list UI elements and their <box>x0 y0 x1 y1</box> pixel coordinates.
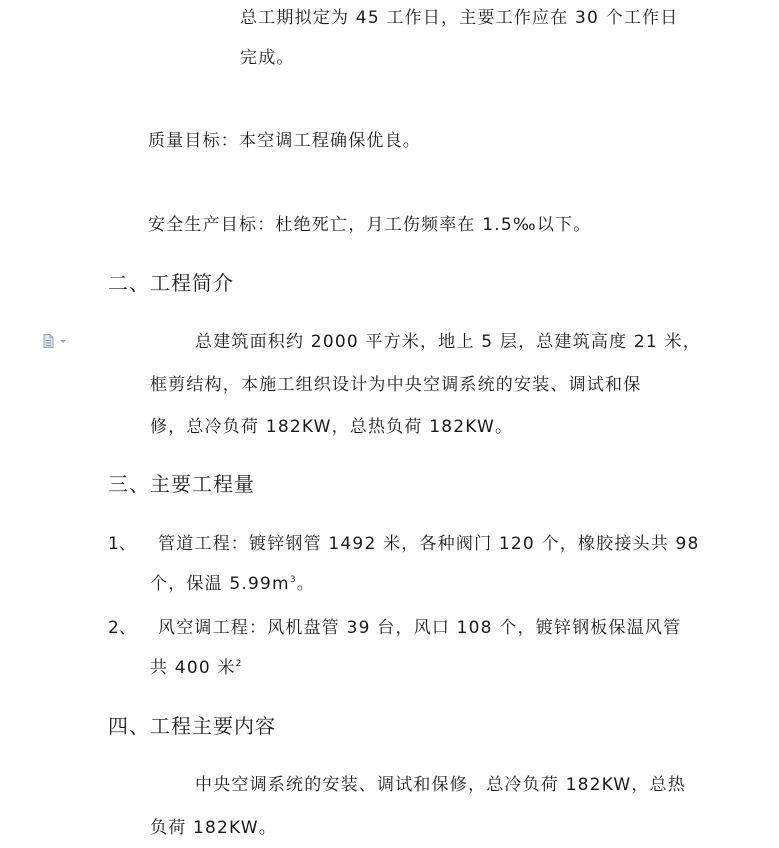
schedule-line-1: 总工期拟定为 45 工作日，主要工作应在 30 个工作日 <box>240 8 679 28</box>
list-item-1-line-1: 管道工程：镀锌钢管 1492 米，各种阀门 120 个，橡胶接头共 98 <box>158 534 700 554</box>
section-heading-overview: 二、工程简介 <box>108 271 234 295</box>
main-content-line-2: 负荷 182KW。 <box>150 818 278 838</box>
schedule-line-2: 完成。 <box>240 48 295 68</box>
section-heading-quantities: 三、主要工程量 <box>108 472 255 496</box>
overview-line-1: 总建筑面积约 2000 平方米，地上 5 层，总建筑高度 21 米， <box>195 332 701 352</box>
list-number-1: 1、 <box>108 534 136 554</box>
safety-target: 安全生产目标：杜绝死亡，月工伤频率在 1.5‰以下。 <box>148 215 592 235</box>
main-content-line-1: 中央空调系统的安装、调试和保修，总冷负荷 182KW，总热 <box>195 775 687 795</box>
section-heading-main-content: 四、工程主要内容 <box>108 714 276 738</box>
chevron-down-icon <box>60 340 66 343</box>
overview-line-3: 修，总冷负荷 182KW，总热负荷 182KW。 <box>150 417 514 437</box>
list-item-2-line-2: 共 400 米$^2$ <box>150 658 243 678</box>
superscript: 2 <box>235 659 243 669</box>
document-icon[interactable] <box>42 334 72 348</box>
superscript: 3 <box>289 575 297 585</box>
quality-target: 质量目标：本空调工程确保优良。 <box>148 131 421 151</box>
list-item-2-line-1: 风空调工程：风机盘管 39 台，风口 108 个，镀锌钢板保温风管 <box>158 618 682 638</box>
list-number-2: 2、 <box>108 618 136 638</box>
list-item-1-line-2: 个，保温 $5.99m^3$。 <box>150 574 315 594</box>
overview-line-2: 框剪结构，本施工组织设计为中央空调系统的安装、调试和保 <box>150 375 642 395</box>
